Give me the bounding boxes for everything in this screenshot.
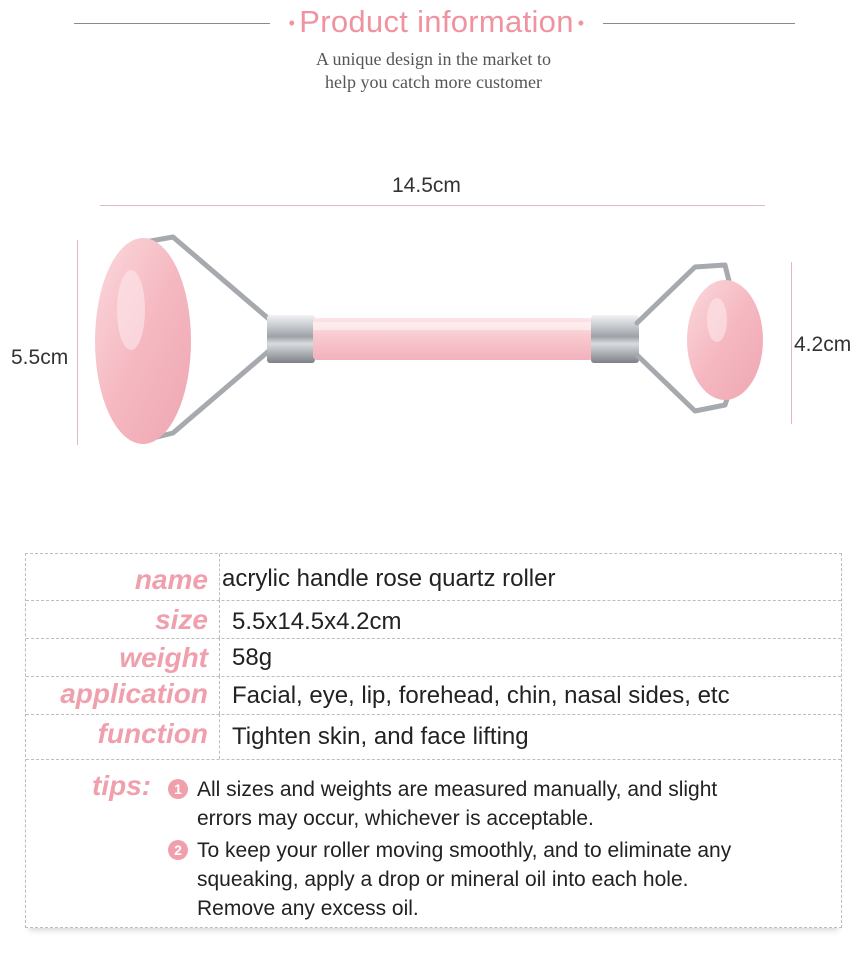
- spec-row-application: [26, 676, 841, 715]
- tip-number-badge: 1: [168, 779, 188, 799]
- page-title-text: Product information: [299, 4, 574, 39]
- spec-row-weight: [26, 638, 841, 677]
- tips-label: tips:: [92, 770, 152, 801]
- dot-icon: •: [288, 13, 296, 34]
- subtitle-line-1: A unique design in the market to: [316, 49, 551, 69]
- rose-quartz-roller-image: [85, 225, 775, 460]
- tip-line: errors may occur, whichever is acceptable.: [197, 807, 594, 830]
- spec-row-size: [26, 600, 841, 639]
- dot-icon: •: [577, 13, 585, 34]
- spec-label: weight: [119, 642, 208, 673]
- spec-value: Facial, eye, lip, forehead, chin, nasal sides, etc: [232, 682, 730, 709]
- spec-label: size: [155, 604, 208, 635]
- length-dimension-label: 14.5cm: [392, 174, 461, 197]
- header-line-right: [603, 23, 795, 24]
- spec-label: application: [60, 678, 208, 709]
- spec-table: [25, 553, 842, 928]
- tip-line: squeaking, apply a drop or mineral oil into each hole.: [197, 868, 689, 891]
- height-dimension-line: [77, 240, 78, 445]
- tip-line: Remove any excess oil.: [197, 897, 419, 920]
- spec-row-function: [26, 714, 841, 760]
- spec-value: 58g: [232, 644, 273, 671]
- header-line-left: [74, 23, 270, 24]
- page-title: [270, 4, 603, 40]
- small-height-dimension-line: [791, 262, 792, 424]
- tip-number-badge: 2: [168, 840, 188, 860]
- subtitle-line-2: help you catch more customer: [325, 72, 542, 92]
- tip-text: [197, 775, 817, 833]
- page-subtitle: [0, 48, 867, 94]
- header: [0, 0, 867, 110]
- small-height-dimension-label: 4.2cm: [794, 333, 852, 356]
- spec-label: function: [97, 718, 208, 749]
- length-dimension-line: [100, 205, 765, 206]
- height-dimension-label: 5.5cm: [11, 346, 69, 369]
- spec-value: 5.5x14.5x4.2cm: [232, 608, 402, 635]
- spec-value: acrylic handle rose quartz roller: [222, 565, 556, 592]
- spec-row-name: [26, 554, 841, 601]
- spec-value: Tighten skin, and face lifting: [232, 723, 529, 750]
- tip-text: [197, 836, 817, 923]
- tip-line: To keep your roller moving smoothly, and to eliminate any: [197, 839, 732, 862]
- tip-line: All sizes and weights are measured manually, and slight: [197, 778, 718, 801]
- spec-label: name: [134, 564, 208, 595]
